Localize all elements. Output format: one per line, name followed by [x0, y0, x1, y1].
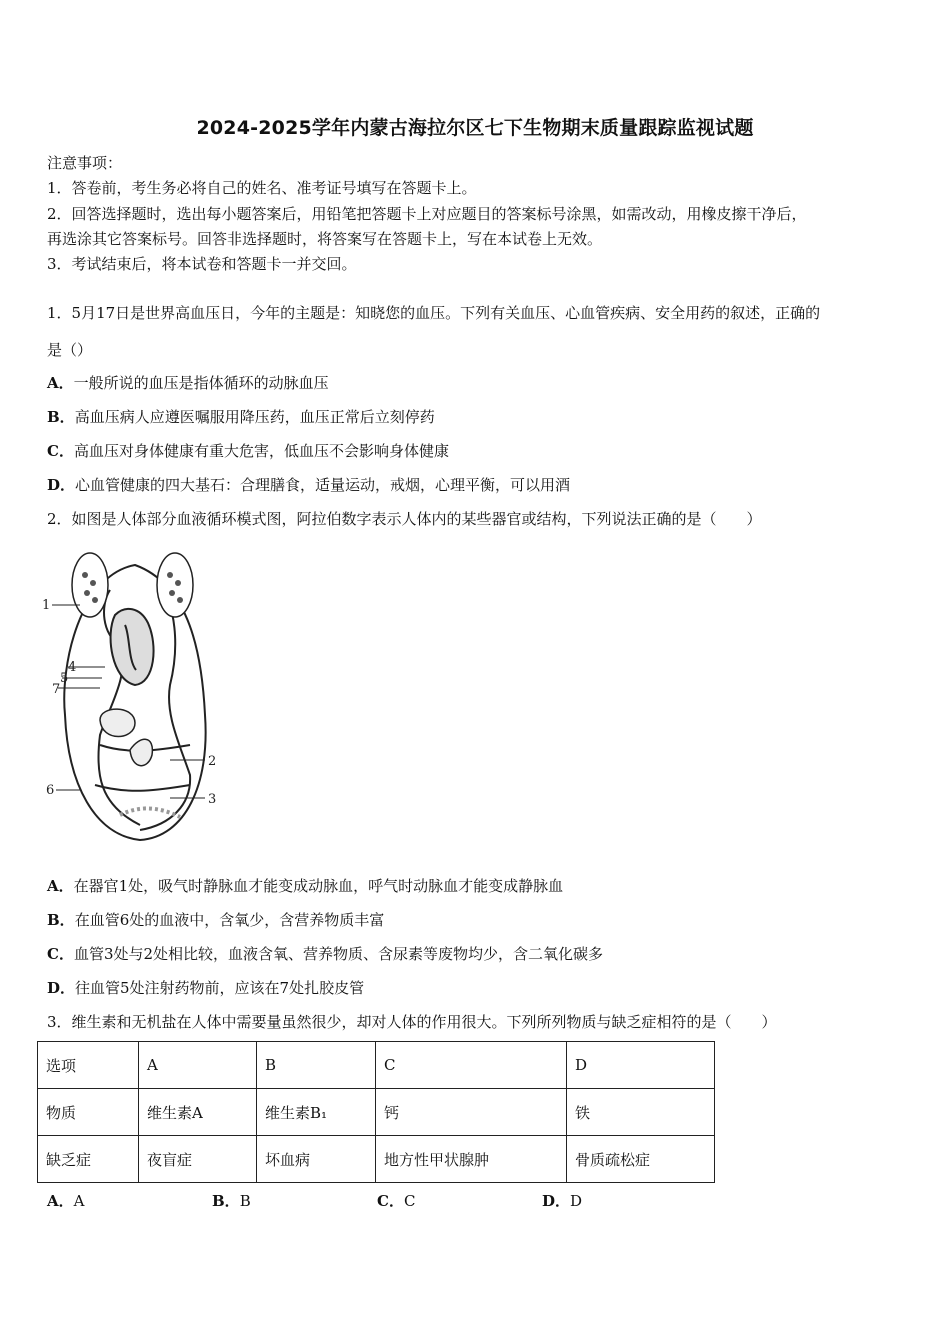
q3-stem: 3．维生素和无机盐在人体中需要量虽然很少，却对人体的作用很大。下列所列物质与缺乏症相符的是（ ） — [47, 1013, 777, 1031]
q2-option-d[interactable]: D．往血管5处注射药物前，应该在7处扎胶皮管 — [47, 979, 365, 997]
notice-heading: 注意事项： — [47, 154, 123, 172]
q1-option-d[interactable]: D．心血管健康的四大基石：合理膳食，适量运动，戒烟，心理平衡，可以用酒 — [47, 476, 571, 494]
q3-answer-b[interactable]: B．B — [212, 1192, 251, 1210]
table-cell: 物质 — [38, 1089, 139, 1136]
q1-option-c[interactable]: C．高血压对身体健康有重大危害，低血压不会影响身体健康 — [47, 442, 449, 460]
q2-option-b[interactable]: B．在血管6处的血液中，含氧少，含营养物质丰富 — [47, 911, 385, 929]
table-cell: 钙 — [376, 1089, 567, 1136]
q2-option-c[interactable]: C．血管3处与2处相比较，血液含氧、营养物质、含尿素等废物均少，含二氧化碳多 — [47, 945, 604, 963]
table-cell: 铁 — [567, 1089, 715, 1136]
notice-item: 2．回答选择题时，选出每小题答案后，用铅笔把答题卡上对应题目的答案标号涂黑，如需改动，用橡皮擦干净后， — [47, 205, 807, 223]
table-cell: 坏血病 — [257, 1136, 376, 1183]
table-row — [38, 1042, 715, 1089]
table-cell: 夜盲症 — [139, 1136, 257, 1183]
table-cell: B — [257, 1042, 376, 1089]
q3-answer-c[interactable]: C．C — [377, 1192, 416, 1210]
table-cell: 选项 — [38, 1042, 139, 1089]
notice-item: 3．考试结束后，将本试卷和答题卡一并交回。 — [47, 255, 357, 273]
q3-answer-d[interactable]: D．D — [542, 1192, 583, 1210]
page-title: 2024-2025学年内蒙古海拉尔区七下生物期末质量跟踪监视试题 — [196, 117, 754, 139]
table-cell: C — [376, 1042, 567, 1089]
figure-label: 7 — [52, 682, 61, 697]
notice-item: 再选涂其它答案标号。回答非选择题时，将答案写在答题卡上，写在本试卷上无效。 — [47, 230, 603, 248]
q1-option-b[interactable]: B．高血压病人应遵医嘱服用降压药，血压正常后立刻停药 — [47, 408, 435, 426]
circulation-diagram — [40, 545, 230, 855]
table-cell: D — [567, 1042, 715, 1089]
table-cell: 缺乏症 — [38, 1136, 139, 1183]
q1-stem: 1．5月17日是世界高血压日，今年的主题是：知晓您的血压。下列有关血压、心血管疾病、安全用药的叙述，正确的 — [47, 304, 821, 322]
q3-table — [37, 1041, 715, 1183]
q1-option-a[interactable]: A．一般所说的血压是指体循环的动脉血压 — [47, 374, 329, 392]
figure-label: 2 — [208, 754, 217, 769]
table-row — [38, 1136, 715, 1183]
table-row — [38, 1089, 715, 1136]
notice-item: 1．答卷前，考生务必将自己的姓名、准考证号填写在答题卡上。 — [47, 179, 477, 197]
figure-label: 1 — [42, 598, 51, 613]
table-cell: 地方性甲状腺肿 — [376, 1136, 567, 1183]
figure-label: 3 — [208, 792, 217, 807]
table-cell: A — [139, 1042, 257, 1089]
q2-stem: 2．如图是人体部分血液循环模式图，阿拉伯数字表示人体内的某些器官或结构，下列说法正确的是（ ） — [47, 510, 762, 528]
table-cell: 维生素A — [139, 1089, 257, 1136]
q3-answer-a[interactable]: A．A — [47, 1192, 85, 1210]
figure-label: 5 — [60, 671, 69, 686]
q2-option-a[interactable]: A．在器官1处，吸气时静脉血才能变成动脉血，呼气时动脉血才能变成静脉血 — [47, 877, 564, 895]
table-cell: 骨质疏松症 — [567, 1136, 715, 1183]
figure-label: 6 — [46, 783, 55, 798]
table-cell: 维生素B₁ — [257, 1089, 376, 1136]
figure-label: 4 — [68, 660, 77, 675]
q1-stem-cont: 是（） — [47, 341, 93, 359]
